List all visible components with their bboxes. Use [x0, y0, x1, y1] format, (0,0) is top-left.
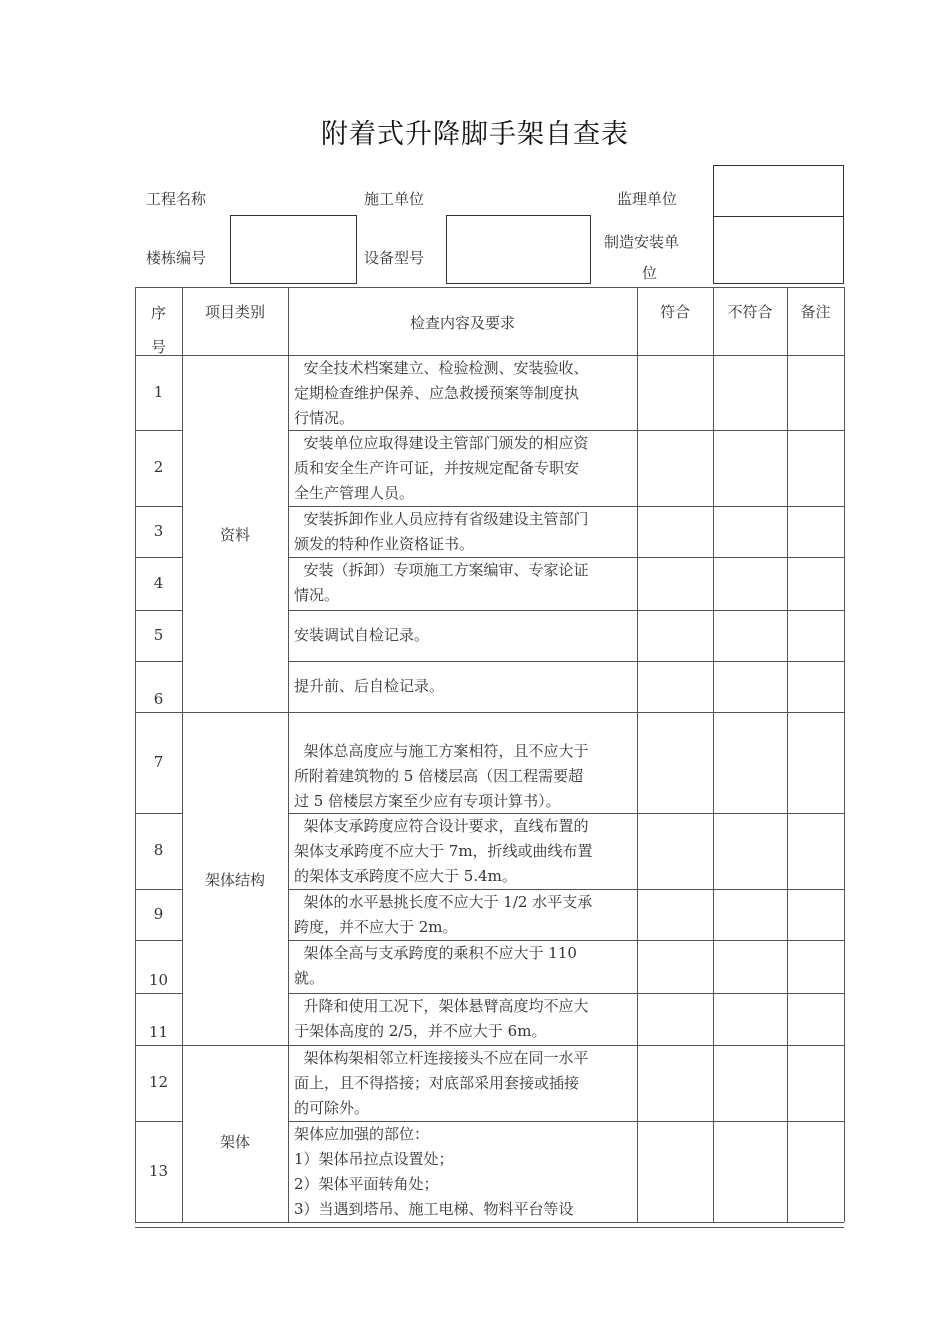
check-content — [288, 431, 637, 505]
check-content — [288, 1046, 637, 1120]
table-top-border — [135, 287, 844, 288]
check-content-line: 架体总高度应与施工方案相符，且不应大于 — [294, 742, 589, 760]
check-content-line: 定期检查维护保养、应急救援预案等制度执 — [294, 384, 580, 402]
fail-cell[interactable] — [714, 713, 786, 812]
check-content — [288, 674, 637, 711]
check-content-line: 就。 — [294, 969, 325, 987]
row-number: 12 — [148, 1073, 169, 1091]
remark-cell[interactable] — [788, 507, 843, 556]
check-content-line: 跨度，并不应大于 2m。 — [294, 918, 458, 936]
pass-cell[interactable] — [638, 356, 712, 429]
equipment-model-label: 设备型号 — [364, 249, 425, 267]
manufacture-install-unit-label: 制造安装单 — [604, 233, 680, 251]
pass-cell[interactable] — [638, 941, 712, 992]
check-content-line: 质和安全生产许可证，并按规定配备专职安 — [294, 459, 580, 477]
remark-cell[interactable] — [788, 890, 843, 939]
check-content-line: 架体的水平悬挑长度不应大于 1/2 水平支承 — [294, 893, 593, 911]
check-content-line: 的架体支承跨度不应大于 5.4m。 — [294, 867, 517, 885]
category-label: 架体结构 — [204, 871, 265, 889]
pass-cell[interactable] — [638, 713, 712, 812]
category-label: 架体 — [219, 1133, 250, 1151]
row-divider — [135, 1222, 844, 1223]
check-content-line: 架体构架相邻立杆连接接头不应在同一水平 — [294, 1049, 589, 1067]
check-content-line: 全生产管理人员。 — [294, 484, 415, 502]
row-divider — [135, 610, 182, 611]
row-divider — [135, 940, 182, 941]
fail-cell[interactable] — [714, 994, 786, 1044]
page-title: 附着式升降脚手架自查表 — [321, 119, 629, 150]
pass-cell[interactable] — [638, 611, 712, 660]
row-divider — [135, 889, 182, 890]
check-content-line: 架体支承跨度不应大于 7m，折线或曲线布置 — [294, 842, 593, 860]
row-divider — [135, 430, 182, 431]
remark-cell[interactable] — [788, 814, 843, 888]
fail-cell[interactable] — [714, 1046, 786, 1120]
pass-cell[interactable] — [638, 814, 712, 888]
fail-cell[interactable] — [714, 1122, 786, 1221]
supervision-unit-label: 监理单位 — [617, 190, 678, 208]
check-content-line: 安装（拆卸）专项施工方案编审、专家论证 — [294, 561, 589, 579]
pass-cell[interactable] — [638, 1046, 712, 1120]
column-divider — [182, 287, 183, 1222]
check-content-line: 安装调试自检记录。 — [294, 626, 430, 644]
remark-cell[interactable] — [788, 994, 843, 1044]
fail-cell[interactable] — [714, 941, 786, 992]
pass-cell[interactable] — [638, 994, 712, 1044]
pass-cell[interactable] — [638, 1122, 712, 1221]
check-content — [288, 1122, 637, 1221]
row-number: 2 — [153, 458, 164, 476]
fail-cell[interactable] — [714, 558, 786, 609]
fail-cell[interactable] — [714, 611, 786, 660]
building-no-label: 楼栋编号 — [146, 249, 207, 267]
pass-cell[interactable] — [638, 662, 712, 711]
column-divider — [844, 287, 845, 1222]
check-content-line: 1）架体吊拉点设置处； — [294, 1150, 454, 1168]
check-content-line: 面上，且不得搭接；对底部采用套接或插接 — [294, 1074, 580, 1092]
check-content-line: 提升前、后自检记录。 — [294, 677, 445, 695]
row-divider — [135, 813, 182, 814]
remark-cell[interactable] — [788, 356, 843, 429]
row-number: 13 — [148, 1161, 169, 1180]
header-category: 项目类别 — [204, 303, 265, 321]
remark-cell[interactable] — [788, 558, 843, 609]
remark-cell[interactable] — [788, 431, 843, 505]
remark-cell[interactable] — [788, 713, 843, 812]
row-number: 4 — [153, 573, 164, 592]
row-divider — [135, 557, 182, 558]
check-content-line: 所附着建筑物的 5 倍楼层高（因工程需要超 — [294, 767, 584, 785]
row-number: 6 — [153, 690, 164, 708]
check-content — [288, 507, 637, 556]
row-number: 10 — [148, 971, 169, 989]
check-content — [288, 814, 637, 888]
row-number: 8 — [153, 841, 164, 859]
row-divider — [135, 993, 182, 994]
remark-cell[interactable] — [788, 941, 843, 992]
check-content-line: 行情况。 — [294, 409, 355, 427]
row-number: 5 — [153, 625, 164, 644]
check-content — [288, 739, 637, 812]
header-fail: 不符合 — [727, 303, 773, 321]
check-content — [288, 356, 637, 429]
check-content-line: 情况。 — [294, 586, 340, 604]
fail-cell[interactable] — [714, 507, 786, 556]
fail-cell[interactable] — [714, 662, 786, 711]
table-bottom-border — [135, 1227, 844, 1228]
check-content-line: 安装单位应取得建设主管部门颁发的相应资 — [294, 434, 589, 452]
check-content-line: 架体支承跨度应符合设计要求，直线布置的 — [294, 817, 589, 835]
row-number: 3 — [153, 521, 164, 540]
fail-cell[interactable] — [714, 356, 786, 429]
fail-cell[interactable] — [714, 890, 786, 939]
check-content-line: 安全技术档案建立、检验检测、安装验收、 — [294, 359, 589, 377]
check-content-line: 颁发的特种作业资格证书。 — [294, 535, 475, 553]
row-divider — [135, 1121, 182, 1122]
check-content-line: 安装拆卸作业人员应持有省级建设主管部门 — [294, 510, 589, 528]
check-content-line: 架体应加强的部位： — [294, 1125, 430, 1143]
header-seq-cont: 号 — [150, 338, 166, 356]
check-content-line: 2）架体平面转角处； — [294, 1175, 439, 1193]
check-content-line: 3）当遇到塔吊、施工电梯、物料平台等设 — [294, 1200, 574, 1218]
header-pass: 符合 — [659, 303, 690, 321]
category-label: 资料 — [219, 526, 250, 544]
remark-cell[interactable] — [788, 611, 843, 660]
pass-cell[interactable] — [638, 507, 712, 556]
row-divider — [135, 506, 182, 507]
remark-cell[interactable] — [788, 1122, 843, 1221]
header-content: 检查内容及要求 — [409, 314, 515, 332]
check-content-line: 于架体高度的 2/5，并不应大于 6m。 — [294, 1022, 547, 1040]
check-content — [288, 941, 637, 992]
manufacture-install-unit-label-cont: 位 — [642, 264, 658, 282]
check-content-line: 架体全高与支承跨度的乘积不应大于 110 — [294, 944, 577, 962]
remark-cell[interactable] — [788, 662, 843, 711]
remark-cell[interactable] — [788, 1046, 843, 1120]
check-content — [288, 623, 637, 660]
check-content-line: 的可除外。 — [294, 1099, 370, 1117]
header-remark: 备注 — [800, 303, 831, 321]
pass-cell[interactable] — [638, 558, 712, 609]
row-divider — [135, 661, 182, 662]
row-number: 7 — [153, 752, 164, 771]
row-number: 9 — [153, 904, 164, 923]
pass-cell[interactable] — [638, 890, 712, 939]
pass-cell[interactable] — [638, 431, 712, 505]
project-name-label: 工程名称 — [146, 190, 207, 208]
check-content — [288, 994, 637, 1044]
check-content-line: 过 5 倍楼层方案至少应有专项计算书）。 — [294, 792, 561, 810]
row-number: 11 — [148, 1023, 169, 1041]
row-number: 1 — [153, 382, 164, 401]
check-content-line: 升降和使用工况下，架体悬臂高度均不应大 — [294, 997, 589, 1015]
construction-unit-label: 施工单位 — [364, 190, 425, 208]
fail-cell[interactable] — [714, 814, 786, 888]
check-content — [288, 558, 637, 609]
check-content — [288, 890, 637, 939]
header-seq: 序 — [150, 304, 166, 322]
fail-cell[interactable] — [714, 431, 786, 505]
